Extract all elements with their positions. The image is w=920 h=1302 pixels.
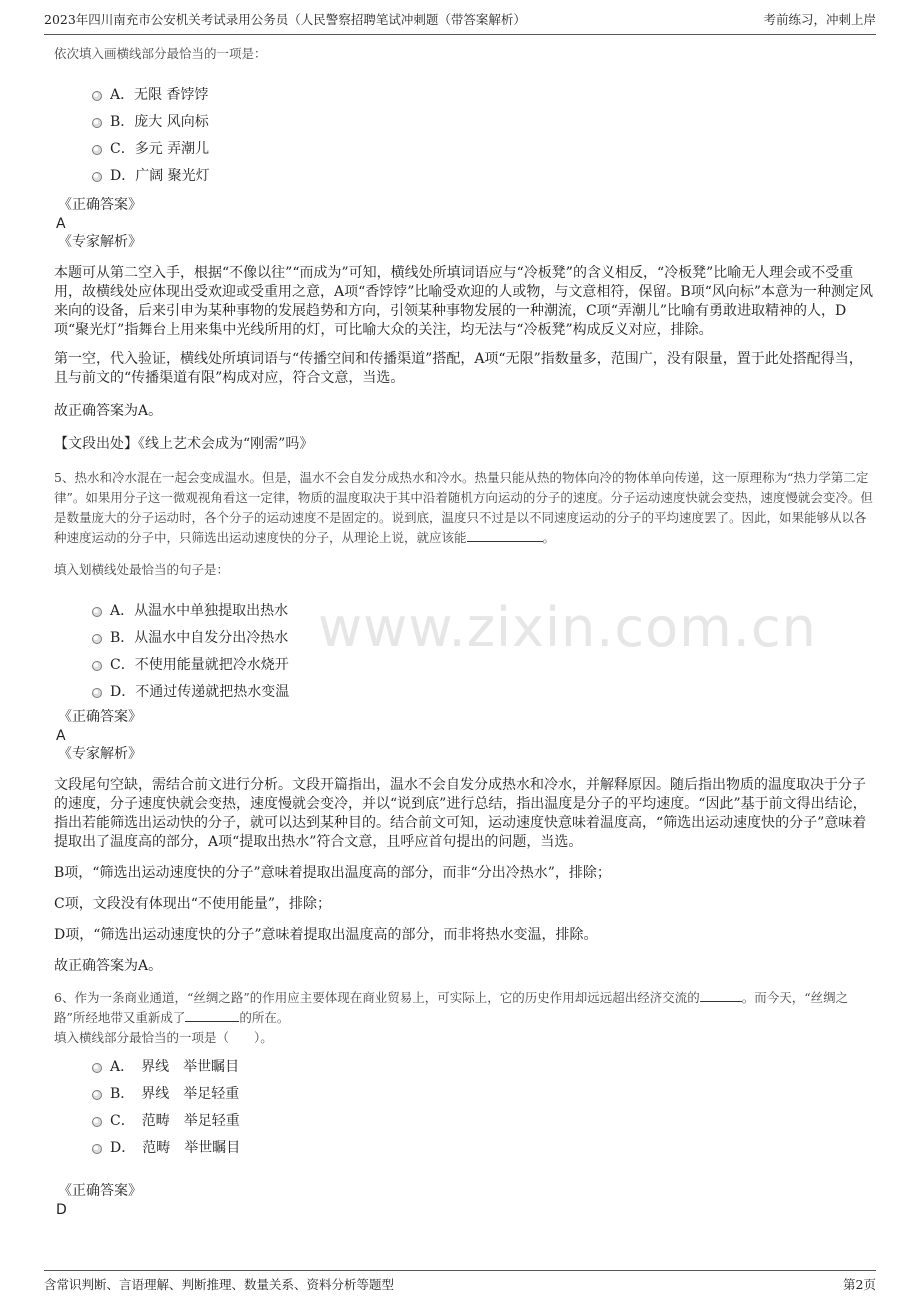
analysis-paragraph: D项，“筛选出运动速度快的分子”意味着提取出温度高的部分，而非将热水变温，排除。 bbox=[54, 927, 598, 943]
radio-icon[interactable] bbox=[92, 145, 102, 155]
radio-icon[interactable] bbox=[92, 91, 102, 101]
analysis-label: 《专家解析》 bbox=[58, 746, 142, 762]
analysis-paragraph: 第一空，代入验证，横线处所填词语与“传播空间和传播渠道”搭配，A项“无限”指数量多，范围广，没有限量，置于此处搭配得当，且与前文的“传播渠道有限”构成对应，符合文意，当选。 bbox=[54, 351, 863, 386]
radio-icon[interactable] bbox=[92, 661, 102, 671]
analysis-label: 《专家解析》 bbox=[58, 234, 142, 250]
answer-label: 《正确答案》 bbox=[58, 197, 142, 213]
answer-blank bbox=[700, 989, 742, 1002]
q6-options bbox=[54, 1052, 876, 1160]
option-label: A．无限 香饽饽 bbox=[110, 86, 209, 103]
option-b[interactable] bbox=[54, 107, 876, 134]
analysis-paragraph: 故正确答案为A。 bbox=[54, 958, 163, 974]
answer-value: D bbox=[56, 1202, 67, 1218]
option-label: A．从温水中单独提取出热水 bbox=[110, 602, 289, 619]
option-d[interactable] bbox=[54, 677, 876, 704]
footer-topics: 含常识判断、言语理解、判断推理、数量关系、资料分析等题型 bbox=[44, 1277, 395, 1292]
answer-blank bbox=[467, 529, 543, 542]
option-label: D． 范畴 举世瞩目 bbox=[110, 1139, 241, 1156]
option-label: D．不通过传递就把热水变温 bbox=[110, 683, 290, 700]
analysis-paragraph: 文段尾句空缺，需结合前文进行分析。文段开篇指出，温水不会自发分成热水和冷水，并解释原因。随后指出物质的温度取决于分子的速度，分子速度快就会变热，速度慢就会变冷，并以“说到底”进行总结，指出温度是分子的平均速度。“因此”基于前文得出结论，指出若能筛选出运动快的分子，就可以达到某种目的。结合前文可知，运动速度快意味着温度高，“筛选出运动速度快的分子”意味着提取出了温度高的部分，A项“提取出热水”符合文意，且呼应首句提出的问题，当选。 bbox=[54, 777, 867, 850]
source-citation: 【文段出处】《线上艺术会成为“刚需”吗》 bbox=[54, 436, 314, 452]
q6-passage: 6、作为一条商业通道，“丝绸之路”的作用应主要体现在商业贸易上，可实际上，它的历史作用却远远超出经济交流的 。而今天，“丝绸之路”所经地带又重新成了 的所在。 bbox=[54, 990, 849, 1025]
option-label: B． 界线 举足轻重 bbox=[110, 1085, 240, 1102]
analysis-paragraph: C项，文段没有体现出“不使用能量”，排除； bbox=[54, 896, 332, 912]
watermark: www.zixin.com.cn bbox=[318, 596, 817, 659]
page-footer bbox=[44, 1270, 876, 1293]
option-c[interactable] bbox=[54, 1106, 876, 1133]
header-slogan: 考前练习，冲刺上岸 bbox=[763, 12, 876, 27]
option-a[interactable] bbox=[54, 1052, 876, 1079]
option-a[interactable] bbox=[54, 80, 876, 107]
radio-icon[interactable] bbox=[92, 172, 102, 182]
page-content bbox=[54, 44, 876, 1219]
answer-blank bbox=[185, 1009, 239, 1022]
q4-prompt: 依次填入画横线部分最恰当的一项是： bbox=[54, 46, 267, 61]
analysis-paragraph: B项，“筛选出运动速度快的分子”意味着提取出温度高的部分，而非“分出冷热水”，排除； bbox=[54, 865, 611, 881]
option-label: B．庞大 风向标 bbox=[110, 113, 209, 130]
option-label: C． 范畴 举足轻重 bbox=[110, 1112, 240, 1129]
option-label: A． 界线 举世瞩目 bbox=[110, 1058, 240, 1075]
option-label: B．从温水中自发分出冷热水 bbox=[110, 629, 289, 646]
radio-icon[interactable] bbox=[92, 118, 102, 128]
radio-icon[interactable] bbox=[92, 1063, 102, 1073]
option-d[interactable] bbox=[54, 1133, 876, 1160]
document-title: 2023年四川南充市公安机关考试录用公务员（人民警察招聘笔试冲刺题（带答案解析） bbox=[44, 12, 526, 27]
radio-icon[interactable] bbox=[92, 607, 102, 617]
radio-icon[interactable] bbox=[92, 634, 102, 644]
q4-options bbox=[54, 80, 876, 188]
option-c[interactable] bbox=[54, 134, 876, 161]
option-label: C．不使用能量就把冷水烧开 bbox=[110, 656, 289, 673]
option-c[interactable] bbox=[54, 650, 876, 677]
page-header bbox=[44, 10, 876, 35]
option-label: D．广阔 聚光灯 bbox=[110, 167, 210, 184]
q5-prompt: 填入划横线处最恰当的句子是： bbox=[54, 562, 230, 577]
option-a[interactable] bbox=[54, 596, 876, 623]
radio-icon[interactable] bbox=[92, 1117, 102, 1127]
radio-icon[interactable] bbox=[92, 688, 102, 698]
answer-label: 《正确答案》 bbox=[58, 709, 142, 725]
radio-icon[interactable] bbox=[92, 1090, 102, 1100]
q5-passage: 5、热水和冷水混在一起会变成温水。但是，温水不会自发分成热水和冷水。热量只能从热的物体向冷的物体单向传递，这一原理称为“热力学第二定律”。如果用分子这一微观视角看这一定律，物质的温度取决于其中沿着随机方向运动的分子的速度。分子运动速度快就会变热，速度慢就会变冷。但是数量庞大的分子运动时，各个分子的运动速度不是固定的。说到底，温度只不过是以不同速度运动的分子的平均速度罢了。因此，如果能够从以各种速度运动的分子中，只筛选出运动速度快的分子，从理论上说，就应该能 。 bbox=[54, 470, 873, 545]
option-label: C．多元 弄潮儿 bbox=[110, 140, 210, 157]
q5-options bbox=[54, 596, 876, 704]
answer-label: 《正确答案》 bbox=[58, 1183, 142, 1199]
option-b[interactable] bbox=[54, 623, 876, 650]
answer-value: A bbox=[56, 728, 66, 744]
page-number: 第2页 bbox=[843, 1277, 876, 1292]
option-b[interactable] bbox=[54, 1079, 876, 1106]
q6-prompt: 填入横线部分最恰当的一项是（ ）。 bbox=[54, 1030, 273, 1045]
analysis-paragraph: 故正确答案为A。 bbox=[54, 403, 163, 419]
analysis-paragraph: 本题可从第二空入手，根据“不像以往”“而成为”可知，横线处所填词语应与“冷板凳”的含义相反，“冷板凳”比喻无人理会或不受重用，故横线处应体现出受欢迎或受重用之意，A项“香饽饽”比喻受欢迎的人或物，与文意相符，保留。B项“风向标”本意为一种测定风来向的设备，后来引申为某种事物的发展趋势和方向，引领某种事物发展的一种潮流，C项“弄潮儿”比喻有勇敢进取精神的人，D项“聚光灯”指舞台上用来集中光线所用的灯，可比喻大众的关注，均无法与“冷板凳”构成反义对应，排除。 bbox=[54, 265, 874, 338]
radio-icon[interactable] bbox=[92, 1144, 102, 1154]
option-d[interactable] bbox=[54, 161, 876, 188]
answer-value: A bbox=[56, 216, 66, 232]
